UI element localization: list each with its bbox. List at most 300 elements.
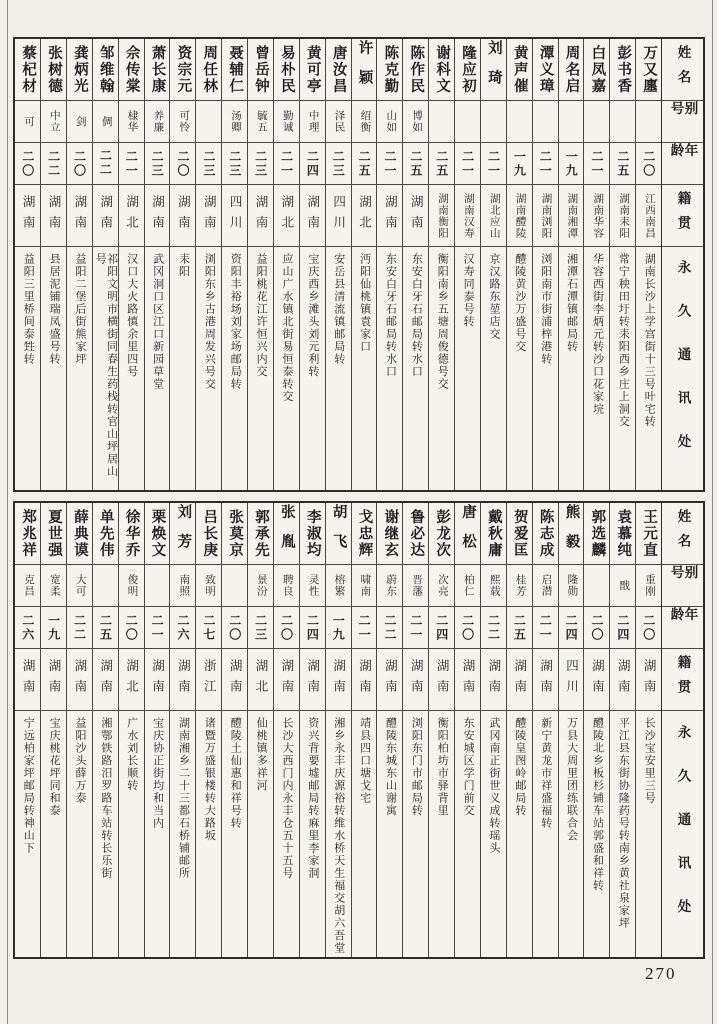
origin-cell: 湖南 (248, 185, 273, 247)
alias-cell: 致明 (196, 565, 221, 607)
name-cell: 张树德 (41, 39, 66, 101)
person-column (247, 503, 273, 957)
address-cell: 衡阳南乡五塘周俊德号交 (436, 253, 449, 391)
origin-cell: 湖北 (274, 185, 299, 247)
origin-cell: 湖南 (274, 649, 299, 711)
address-cell: 诸暨万盛银楼转大路坂 (203, 717, 216, 842)
name-cell: 陈志成 (533, 503, 558, 565)
address-cell: 祁阳文明市横街同春生药栈转官山坪居山号 (94, 252, 118, 478)
alias-cell: 中理 (300, 101, 325, 143)
address-cell: 安岳县清流镇邮局转 (332, 253, 345, 366)
name-cell: 蔡杞材 (15, 39, 40, 101)
name-cell: 白凤嘉 (584, 39, 609, 101)
address-cell: 湘潭石潭镇邮局转 (565, 253, 578, 353)
age-cell: 二三 (145, 143, 170, 185)
address-cell: 浏阳南市街浦梓港转 (539, 253, 552, 366)
age-cell: 二四 (610, 607, 635, 649)
person-column (325, 39, 351, 490)
alias-cell: 棣华 (119, 101, 144, 143)
person-column (428, 39, 454, 490)
address-cell: 资阳丰裕场刘家场邮局转 (229, 253, 242, 391)
person-column (299, 503, 325, 957)
alias-cell: 中立 (41, 101, 66, 143)
address-cell: 浏阳东乡古港周发兴号交 (203, 253, 216, 391)
name-cell: 栗焕文 (145, 503, 170, 565)
row-header-name: 姓名 (662, 39, 703, 101)
address-cell: 湘乡永丰庆源裕转维水桥天生福交胡六吾堂 (332, 717, 345, 955)
alias-cell: 倜 (93, 101, 118, 143)
age-cell: 二〇 (119, 607, 144, 649)
alias-cell: 博如 (403, 101, 428, 143)
origin-cell: 湖南 (222, 649, 247, 711)
origin-cell: 湖南浏阳 (533, 185, 558, 247)
page-edge-line-left (7, 0, 8, 1024)
name-cell: 张胤 (274, 503, 299, 565)
alias-cell (196, 101, 221, 143)
origin-cell: 湖南 (41, 185, 66, 247)
name-cell: 资宗元 (170, 39, 195, 101)
alias-cell: 景汾 (248, 565, 273, 607)
name-cell: 贺爱匡 (507, 503, 532, 565)
person-column (40, 39, 66, 490)
age-cell: 二五 (403, 143, 428, 185)
age-cell: 二二 (377, 607, 402, 649)
directory-table-bottom (13, 501, 705, 959)
origin-cell: 湖南 (533, 649, 558, 711)
name-cell: 许颖 (352, 39, 377, 101)
age-cell: 二三 (248, 607, 273, 649)
alias-cell: 启潜 (533, 565, 558, 607)
age-cell: 二六 (170, 607, 195, 649)
age-cell: 二一 (145, 607, 170, 649)
person-column (118, 503, 144, 957)
person-column (558, 503, 584, 957)
alias-cell (584, 101, 609, 143)
age-cell: 二三 (326, 143, 351, 185)
age-cell: 一九 (41, 607, 66, 649)
age-cell: 二一 (377, 143, 402, 185)
name-cell: 易朴民 (274, 39, 299, 101)
age-cell: 二〇 (15, 143, 40, 185)
address-cell: 应山广水镇北街易恒泰转交 (281, 253, 294, 403)
address-cell: 汉口大火路慎余里四号 (125, 253, 138, 378)
alias-cell: 戬 (610, 565, 635, 607)
person-column (273, 503, 299, 957)
name-cell: 戴秋庸 (481, 503, 506, 565)
origin-cell: 湖南 (15, 185, 40, 247)
address-cell: 宝庆西乡滩头刘元利转 (306, 253, 319, 378)
address-cell: 东安白牙石邮局转水口 (410, 253, 423, 378)
address-cell: 靖县四口塘戈宅 (358, 717, 371, 805)
origin-cell: 湖南湘潭 (559, 185, 584, 247)
alias-cell: 养廉 (145, 101, 170, 143)
row-header-address: 永久通讯处 (675, 259, 691, 478)
alias-cell (429, 101, 454, 143)
alias-cell: 泽民 (326, 101, 351, 143)
name-cell: 吕长庚 (196, 503, 221, 565)
origin-cell: 湖南 (507, 649, 532, 711)
name-cell: 郑兆祥 (15, 503, 40, 565)
person-column (247, 39, 273, 490)
name-cell: 谢继玄 (377, 503, 402, 565)
person-column (299, 39, 325, 490)
address-cell: 宝庆协正街均和当内 (151, 717, 164, 830)
address-cell: 东安城区学门前交 (462, 717, 475, 817)
alias-cell (533, 101, 558, 143)
person-column (66, 503, 92, 957)
person-column (351, 503, 377, 957)
name-cell: 周任林 (196, 39, 221, 101)
address-cell: 资兴背要墟邮局转麻里李家洞 (306, 717, 319, 880)
origin-cell: 四川 (222, 185, 247, 247)
row-header-column (661, 503, 703, 957)
row-header-alias: 别号 (662, 565, 703, 607)
person-column (532, 503, 558, 957)
person-column (506, 39, 532, 490)
alias-cell: 榕繁 (326, 565, 351, 607)
alias-cell: 毓五 (248, 101, 273, 143)
age-cell: 二五 (429, 143, 454, 185)
alias-cell: 山如 (377, 101, 402, 143)
origin-cell: 湖南 (377, 185, 402, 247)
alias-cell: 汤卿 (222, 101, 247, 143)
age-cell: 二二 (481, 607, 506, 649)
origin-cell: 湖南 (170, 649, 195, 711)
origin-cell: 湖南 (584, 649, 609, 711)
person-column (92, 503, 118, 957)
age-cell: 二一 (481, 143, 506, 185)
name-cell: 郭选麟 (584, 503, 609, 565)
age-cell: 二〇 (274, 607, 299, 649)
person-column (351, 39, 377, 490)
name-cell: 黄可亭 (300, 39, 325, 101)
address-cell: 长沙宝安里三号 (643, 717, 656, 805)
person-column (506, 503, 532, 957)
name-cell: 唐汝昌 (326, 39, 351, 101)
address-cell: 广水刘长顺转 (125, 717, 138, 792)
person-column (583, 503, 609, 957)
alias-cell: 俊明 (119, 565, 144, 607)
origin-cell: 湖南 (326, 649, 351, 711)
person-column (118, 39, 144, 490)
address-cell: 醴陵土仙惠和祥号转 (229, 717, 242, 830)
person-column (273, 39, 299, 490)
origin-cell: 湖南 (636, 649, 661, 711)
age-cell: 二〇 (170, 143, 195, 185)
age-cell: 二四 (559, 607, 584, 649)
alias-cell (559, 101, 584, 143)
address-cell: 平江县东街协隆药号转南乡黄社泉家坪 (617, 717, 630, 930)
origin-cell: 湖南耒阳 (610, 185, 635, 247)
origin-cell: 湖南 (300, 649, 325, 711)
alias-cell (507, 101, 532, 143)
person-column (532, 39, 558, 490)
age-cell: 二五 (352, 143, 377, 185)
alias-cell: 晋藩 (403, 565, 428, 607)
name-cell: 刘琦 (481, 39, 506, 101)
origin-cell: 湖南 (610, 649, 635, 711)
person-column (428, 503, 454, 957)
origin-cell: 湖南 (352, 649, 377, 711)
row-header-age: 年龄 (662, 143, 703, 185)
name-cell: 潭义璋 (533, 39, 558, 101)
person-column (480, 503, 506, 957)
alias-cell (93, 565, 118, 607)
age-cell: 二〇 (67, 143, 92, 185)
name-cell: 胡飞 (326, 503, 351, 565)
row-header-origin: 籍贯 (662, 185, 703, 247)
person-column (402, 503, 428, 957)
row-header-name: 姓名 (662, 503, 703, 565)
origin-cell: 湖南 (170, 185, 195, 247)
age-cell: 二〇 (455, 607, 480, 649)
row-header-age: 年龄 (662, 607, 703, 649)
age-cell: 二一 (533, 143, 558, 185)
address-cell: 浏阳东门市邮局转 (410, 717, 423, 817)
alias-cell: 勤诚 (274, 101, 299, 143)
alias-cell: 聘良 (274, 565, 299, 607)
origin-cell: 湖南 (196, 185, 221, 247)
name-cell: 鲁必达 (403, 503, 428, 565)
row-header-address: 永久通讯处 (675, 725, 691, 943)
alias-cell (584, 565, 609, 607)
name-cell: 聂辅仁 (222, 39, 247, 101)
address-cell: 宝庆桃花坪同和泰 (48, 717, 61, 817)
origin-cell: 湖南华容 (584, 185, 609, 247)
name-cell: 龚炳光 (67, 39, 92, 101)
age-cell: 二一 (352, 607, 377, 649)
alias-cell: 可怜 (170, 101, 195, 143)
age-cell: 二一 (455, 143, 480, 185)
address-cell: 湖南长沙上学宫街十三号叶宅转 (643, 253, 656, 428)
origin-cell: 湖南 (15, 649, 40, 711)
person-column (635, 39, 661, 490)
address-cell: 武冈洞口区江口新园草堂 (151, 253, 164, 391)
person-column (169, 39, 195, 490)
alias-cell: 宽柔 (41, 565, 66, 607)
address-cell: 京汉路东堃店交 (488, 253, 501, 341)
person-column (609, 39, 635, 490)
name-cell: 佘传棠 (119, 39, 144, 101)
row-header-origin: 籍贯 (662, 649, 703, 711)
alias-cell: 灵性 (300, 565, 325, 607)
address-cell: 益阳沙头薛万泰 (74, 717, 87, 805)
age-cell: 二一 (119, 143, 144, 185)
origin-cell: 湖南衡阳 (429, 185, 454, 247)
origin-cell: 湖北 (248, 649, 273, 711)
person-column (144, 503, 170, 957)
name-cell: 彭龙次 (429, 503, 454, 565)
name-cell: 曾岳钟 (248, 39, 273, 101)
name-cell: 唐松 (455, 503, 480, 565)
directory-table-top (13, 37, 705, 492)
origin-cell: 湖北 (119, 649, 144, 711)
age-cell: 一九 (326, 607, 351, 649)
address-cell: 耒阳 (177, 253, 190, 278)
name-cell: 王元直 (636, 503, 661, 565)
age-cell: 二〇 (584, 607, 609, 649)
age-cell: 二四 (300, 607, 325, 649)
person-column (195, 503, 221, 957)
address-cell: 华容西街李炳元转沙口花家垸 (591, 253, 604, 416)
person-column (92, 39, 118, 490)
origin-cell: 湖北应山 (481, 185, 506, 247)
alias-cell: 剑 (67, 101, 92, 143)
person-column (15, 39, 40, 490)
row-header-alias: 别号 (662, 101, 703, 143)
alias-cell: 次亮 (429, 565, 454, 607)
origin-cell: 湖南 (93, 649, 118, 711)
row-header-column (661, 39, 703, 490)
name-cell: 隆应初 (455, 39, 480, 101)
age-cell: 二一 (403, 607, 428, 649)
person-column (144, 39, 170, 490)
age-cell: 二〇 (636, 143, 661, 185)
origin-cell: 湖北 (119, 185, 144, 247)
origin-cell: 湖南 (67, 649, 92, 711)
age-cell: 二七 (196, 607, 221, 649)
address-cell: 宁远柏家坪邮局转神山下 (22, 717, 35, 855)
person-column (454, 39, 480, 490)
person-column (40, 503, 66, 957)
page-edge-line-right (712, 0, 713, 1024)
address-cell: 汉寿同泰号转 (462, 253, 475, 328)
age-cell: 二〇 (636, 607, 661, 649)
address-cell: 醴陵东城东山谢寓 (384, 717, 397, 817)
origin-cell: 湖南 (145, 185, 170, 247)
person-column (635, 503, 661, 957)
age-cell: 一九 (507, 143, 532, 185)
address-cell: 湘鄂铁路汨罗路车站转长乐街 (99, 717, 112, 880)
origin-cell: 湖南汉寿 (455, 185, 480, 247)
address-cell: 武冈南正街世义成转瑶头 (488, 717, 501, 855)
alias-cell (145, 565, 170, 607)
origin-cell: 浙江 (196, 649, 221, 711)
address-cell: 益阳三里桥间泰甡转 (22, 253, 35, 366)
name-cell: 戈忠辉 (352, 503, 377, 565)
age-cell: 二一 (584, 143, 609, 185)
name-cell: 萧长康 (145, 39, 170, 101)
person-column (221, 503, 247, 957)
address-cell: 常宁秧田圩转耒阳西乡庄上洞交 (617, 253, 630, 428)
alias-cell: 南照 (170, 565, 195, 607)
person-column (66, 39, 92, 490)
origin-cell: 四川 (559, 649, 584, 711)
age-cell: 二〇 (222, 607, 247, 649)
name-cell: 陈作民 (403, 39, 428, 101)
name-cell: 袁慕纯 (610, 503, 635, 565)
origin-cell: 湖南 (455, 649, 480, 711)
address-cell: 仙桃镇多祥河 (255, 717, 268, 792)
address-cell: 湖南湘乡二十三都石桥铺邮所 (177, 717, 190, 880)
alias-cell: 重刚 (636, 565, 661, 607)
name-cell: 周名启 (559, 39, 584, 101)
alias-cell: 柏仁 (455, 565, 480, 607)
person-column (325, 503, 351, 957)
age-cell: 二四 (300, 143, 325, 185)
origin-cell: 湖南 (403, 185, 428, 247)
address-cell: 新宁黄龙市祥盛福转 (539, 717, 552, 830)
age-cell: 二四 (429, 607, 454, 649)
origin-cell: 湖南 (429, 649, 454, 711)
age-cell: 二六 (15, 607, 40, 649)
person-column (454, 503, 480, 957)
address-cell: 益阳二堡后街熊家坪 (74, 253, 87, 366)
alias-cell (636, 101, 661, 143)
person-column (480, 39, 506, 490)
person-column (221, 39, 247, 490)
name-cell: 黄声催 (507, 39, 532, 101)
name-cell: 彭书香 (610, 39, 635, 101)
address-cell: 醴陵北乡板杉铺车站郭盛和祥转 (591, 717, 604, 892)
alias-cell: 克昌 (15, 565, 40, 607)
name-cell: 徐华乔 (119, 503, 144, 565)
age-cell: 二五 (93, 607, 118, 649)
name-cell: 熊毅 (559, 503, 584, 565)
origin-cell: 湖南醴陵 (507, 185, 532, 247)
address-cell: 醴陵皇图岭邮局转 (513, 717, 526, 817)
name-cell: 谢科文 (429, 39, 454, 101)
name-cell: 陈克勤 (377, 39, 402, 101)
age-cell: 二五 (610, 143, 635, 185)
name-cell: 单先伟 (93, 503, 118, 565)
age-cell: 一九 (559, 143, 584, 185)
alias-cell: 绍衡 (352, 101, 377, 143)
person-column (376, 503, 402, 957)
age-cell: 二二 (93, 143, 118, 185)
age-cell: 二二 (41, 143, 66, 185)
origin-cell: 湖南 (145, 649, 170, 711)
address-cell: 醴陵黄沙万盛号交 (513, 253, 526, 353)
alias-cell (455, 101, 480, 143)
name-cell: 李淑均 (300, 503, 325, 565)
address-cell: 东安白牙石邮局转水口 (384, 253, 397, 378)
person-column (15, 503, 40, 957)
page-number: 270 (645, 964, 677, 983)
person-column (558, 39, 584, 490)
person-column (609, 503, 635, 957)
name-cell: 薛典谟 (67, 503, 92, 565)
origin-cell: 湖南 (377, 649, 402, 711)
alias-cell: 可 (15, 101, 40, 143)
person-column (583, 39, 609, 490)
origin-cell: 湖南 (403, 649, 428, 711)
origin-cell: 湖北 (352, 185, 377, 247)
alias-cell: 蔚东 (377, 565, 402, 607)
age-cell: 二一 (274, 143, 299, 185)
origin-cell: 湖南 (67, 185, 92, 247)
name-cell: 张莫京 (222, 503, 247, 565)
person-column (195, 39, 221, 490)
age-cell: 二二 (67, 607, 92, 649)
origin-cell: 四川 (326, 185, 351, 247)
alias-cell: 熙载 (481, 565, 506, 607)
origin-cell: 湖南 (300, 185, 325, 247)
alias-cell (222, 565, 247, 607)
address-cell: 县居泥铺瑞凤盛号转 (48, 253, 61, 366)
name-cell: 邹维翰 (93, 39, 118, 101)
person-column (376, 39, 402, 490)
address-cell: 长沙大西门内永丰仓五十五号 (281, 717, 294, 880)
alias-cell: 大可 (67, 565, 92, 607)
address-cell: 沔阳仙桃镇袁家口 (358, 253, 371, 353)
alias-cell (610, 101, 635, 143)
address-cell: 衡阳柏坊市驿背里 (436, 717, 449, 817)
person-column (169, 503, 195, 957)
age-cell: 二三 (248, 143, 273, 185)
person-column (402, 39, 428, 490)
age-cell: 二五 (507, 607, 532, 649)
